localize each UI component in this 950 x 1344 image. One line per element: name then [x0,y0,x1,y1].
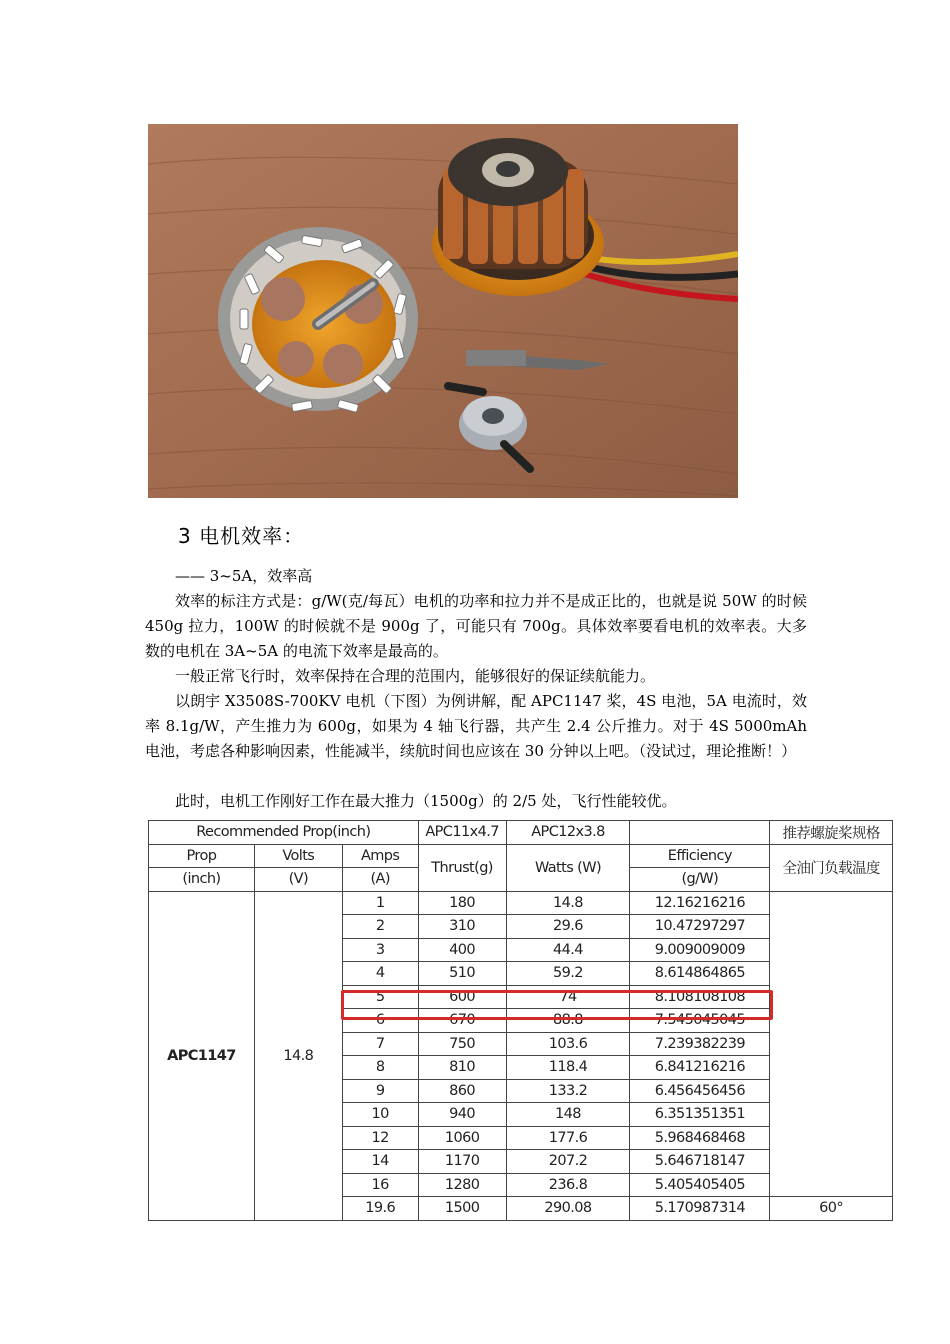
table-cell: 810 [418,1056,506,1080]
table-cell: 10.47297297 [630,915,770,939]
header-cell: Watts (W) [506,844,630,891]
table-cell: 7.545045045 [630,1009,770,1033]
table-cell: 600 [418,985,506,1009]
table-header-row-1 [149,821,893,845]
motor-photo [148,124,738,498]
table-cell: 19.6 [342,1197,418,1221]
table-cell: 59.2 [506,962,630,986]
header-cell [630,821,770,845]
table-cell: 236.8 [506,1173,630,1197]
table-cell: 1170 [418,1150,506,1174]
table-cell: 1 [342,891,418,915]
table-cell: 180 [418,891,506,915]
temperature-cell: 60° [770,1197,893,1221]
paragraph-efficiency-notation [145,589,807,664]
table-cell: 310 [418,915,506,939]
table-cell: 12.16216216 [630,891,770,915]
table-cell: 3 [342,938,418,962]
table-cell: 290.08 [506,1197,630,1221]
table-cell: 6.841216216 [630,1056,770,1080]
highlight-box [341,990,773,1020]
volts-cell: 14.8 [254,891,342,1220]
table-cell: 7 [342,1032,418,1056]
paragraph-efficiency-range [145,564,807,589]
table-row [149,891,893,915]
table-cell: 88.8 [506,1009,630,1033]
table-cell: 14.8 [506,891,630,915]
paragraph-conclusion [145,789,807,814]
prop-cell: APC1147 [149,891,255,1220]
table-cell: 44.4 [506,938,630,962]
paragraph-text: 效率的标注方式是：g/W(克/每瓦）电机的功率和拉力并不是成正比的，也就是说 50W 的时候 450g 拉力，100W 的时候就不是 900g 了，可能只有 700g。具体效率要看电机的效率表。大多数的电机在 3A~5A 的电流下效率是最高的。 [145,592,807,660]
table-cell: 8.108108108 [630,985,770,1009]
header-cell: Recommended Prop(inch) [149,821,419,845]
table-cell: 8.614864865 [630,962,770,986]
header-cell: Thrust(g) [418,844,506,891]
paragraph-text: 一般正常飞行时，效率保持在合理的范围内，能够很好的保证续航能力。 [175,667,656,685]
table-cell: 177.6 [506,1126,630,1150]
table-cell: 1060 [418,1126,506,1150]
table-header-row-2 [149,844,893,868]
table-cell: 6 [342,1009,418,1033]
table-cell: 8 [342,1056,418,1080]
header-cell: Volts [254,844,342,868]
header-cell: (g/W) [630,868,770,892]
table-cell: 860 [418,1079,506,1103]
table-cell: 148 [506,1103,630,1127]
table-cell: 9 [342,1079,418,1103]
table-cell: 1500 [418,1197,506,1221]
table-cell: 2 [342,915,418,939]
table-cell: 750 [418,1032,506,1056]
motor-efficiency-table [148,820,893,1226]
table-cell: 74 [506,985,630,1009]
table-cell: 940 [418,1103,506,1127]
table-cell: 10 [342,1103,418,1127]
section-heading: 3 电机效率： [178,524,305,548]
table-cell: 29.6 [506,915,630,939]
header-cell: Prop [149,844,255,868]
paragraph-text: 以朗宇 X3508S-700KV 电机（下图）为例讲解，配 APC1147 桨，4S 电池，5A 电流时，效率 8.1g/W，产生推力为 600g，如果为 4 轴飞行器，共产生 2.4 公斤推力。对于 4S 5000mAh 电池，考虑各种影响因素，性能减半，续航时间也应该在 30 分钟以上吧。（没试过，理论推断！） [145,692,807,760]
table-cell: 12 [342,1126,418,1150]
temperature-cell-empty [770,891,893,1197]
table-cell: 103.6 [506,1032,630,1056]
header-cell: 推荐螺旋桨规格 [770,821,893,845]
table-cell: 7.239382239 [630,1032,770,1056]
paragraph-text: 此时，电机工作刚好工作在最大推力（1500g）的 2/5 处，飞行性能较优。 [175,792,677,810]
table-cell: 670 [418,1009,506,1033]
table-cell: 5.968468468 [630,1126,770,1150]
table-cell: 510 [418,962,506,986]
table-cell: 6.351351351 [630,1103,770,1127]
table-cell: 133.2 [506,1079,630,1103]
header-cell: Amps [342,844,418,868]
paragraph-example [145,689,807,764]
header-cell: (A) [342,868,418,892]
header-cell: APC11x4.7 [418,821,506,845]
table-cell: 5.170987314 [630,1197,770,1221]
paragraph-text: —— 3~5A，效率高 [175,567,313,585]
paragraph-normal-flight [145,664,807,689]
table-cell: 5.405405405 [630,1173,770,1197]
table-cell: 6.456456456 [630,1079,770,1103]
table-cell: 1280 [418,1173,506,1197]
table-cell: 14 [342,1150,418,1174]
table-cell: 5.646718147 [630,1150,770,1174]
table-cell: 5 [342,985,418,1009]
table-cell: 400 [418,938,506,962]
header-cell: 全油门负载温度 [770,844,893,891]
table-cell: 118.4 [506,1056,630,1080]
header-cell: (V) [254,868,342,892]
table-cell: 4 [342,962,418,986]
header-cell: APC12x3.8 [506,821,630,845]
header-cell: (inch) [149,868,255,892]
table-cell: 9.009009009 [630,938,770,962]
header-cell: Efficiency [630,844,770,868]
table-cell: 207.2 [506,1150,630,1174]
table-cell: 16 [342,1173,418,1197]
